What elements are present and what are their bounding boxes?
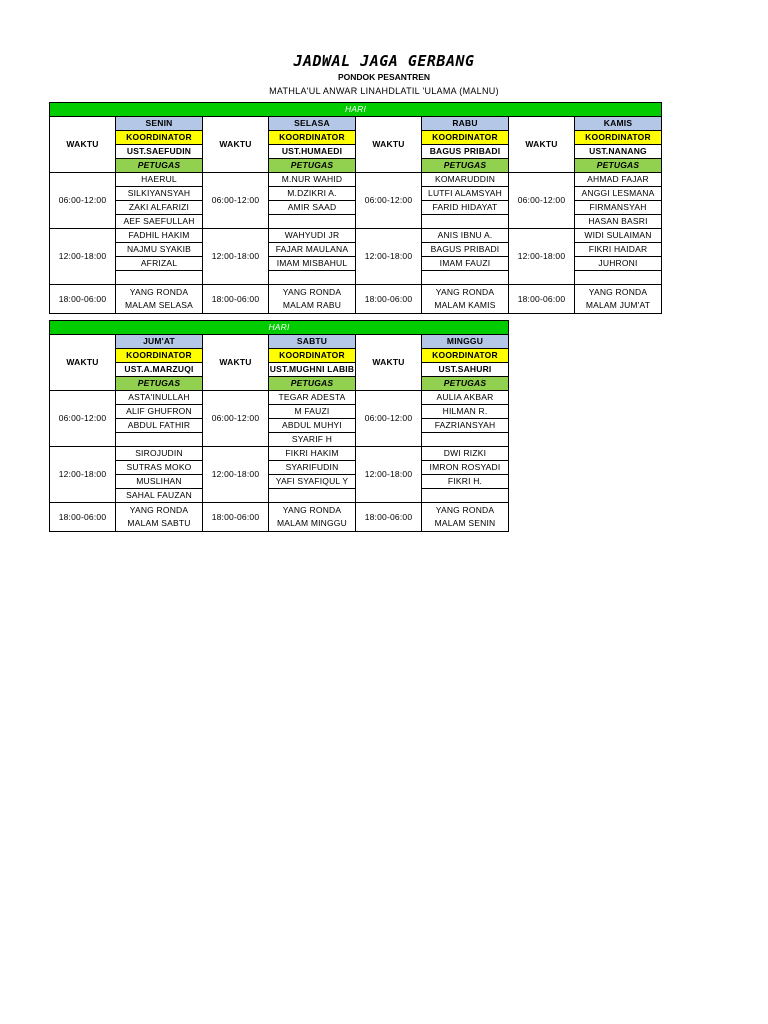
petugas-name: JUHRONI bbox=[575, 257, 662, 271]
petugas-name bbox=[422, 433, 509, 447]
shift-time: 12:00-18:00 bbox=[356, 447, 422, 503]
ronda-line: YANG RONDA bbox=[129, 287, 189, 297]
shift-time: 12:00-18:00 bbox=[203, 229, 269, 285]
petugas-name: IMRON ROSYADI bbox=[422, 461, 509, 475]
koordinator-label: KOORDINATOR bbox=[116, 131, 203, 145]
page-title: JADWAL JAGA GERBANG bbox=[293, 52, 475, 70]
petugas-name: M FAUZI bbox=[269, 405, 356, 419]
ronda-line: YANG RONDA bbox=[435, 505, 495, 515]
petugas-name: AMIR SAAD bbox=[269, 201, 356, 215]
shift-time: 06:00-12:00 bbox=[509, 173, 575, 229]
shift-time: 06:00-12:00 bbox=[356, 173, 422, 229]
petugas-name: ANIS IBNU A. bbox=[422, 229, 509, 243]
petugas-name: FIKRI HAKIM bbox=[269, 447, 356, 461]
petugas-name: FAJAR MAULANA bbox=[269, 243, 356, 257]
ronda-cell bbox=[269, 503, 356, 532]
petugas-name: AHMAD FAJAR bbox=[575, 173, 662, 187]
petugas-label: PETUGAS bbox=[116, 159, 203, 173]
petugas-name: SYARIFUDIN bbox=[269, 461, 356, 475]
day-name: SENIN bbox=[116, 117, 203, 131]
petugas-label-row bbox=[50, 377, 509, 391]
koordinator-label: KOORDINATOR bbox=[269, 131, 356, 145]
koordinator-label: KOORDINATOR bbox=[422, 349, 509, 363]
institution-fullname: MATHLA'UL ANWAR LINAHDLATIL 'ULAMA (MALNU) bbox=[269, 86, 499, 96]
petugas-name: ABDUL MUHYI bbox=[269, 419, 356, 433]
petugas-name: ALIF GHUFRON bbox=[116, 405, 203, 419]
day-name: MINGGU bbox=[422, 335, 509, 349]
petugas-label: PETUGAS bbox=[575, 159, 662, 173]
day-name: KAMIS bbox=[575, 117, 662, 131]
petugas-name: ABDUL FATHIR bbox=[116, 419, 203, 433]
petugas-name: FARID HIDAYAT bbox=[422, 201, 509, 215]
ronda-line: MALAM SELASA bbox=[124, 300, 194, 310]
petugas-name: M.NUR WAHID bbox=[269, 173, 356, 187]
petugas-name: WIDI SULAIMAN bbox=[575, 229, 662, 243]
waktu-header: WAKTU bbox=[509, 117, 575, 173]
shift-time: 12:00-18:00 bbox=[203, 447, 269, 503]
petugas-name: IMAM MISBAHUL bbox=[269, 257, 356, 271]
shift-time: 06:00-12:00 bbox=[203, 391, 269, 447]
ronda-line: YANG RONDA bbox=[282, 505, 342, 515]
shift-time: 12:00-18:00 bbox=[509, 229, 575, 285]
shift-row-siang bbox=[50, 229, 662, 243]
petugas-name: SAHAL FAUZAN bbox=[116, 489, 203, 503]
koordinator-name: BAGUS PRIBADI bbox=[422, 145, 509, 159]
shift-time: 18:00-06:00 bbox=[50, 285, 116, 314]
shift-row-pagi bbox=[50, 419, 509, 433]
petugas-label: PETUGAS bbox=[269, 159, 356, 173]
hari-header: HARI bbox=[50, 103, 662, 117]
ronda-cell bbox=[269, 285, 356, 314]
petugas-name: LUTFI ALAMSYAH bbox=[422, 187, 509, 201]
petugas-name: ASTA'INULLAH bbox=[116, 391, 203, 405]
ronda-cell bbox=[116, 503, 203, 532]
ronda-line: YANG RONDA bbox=[129, 505, 189, 515]
shift-row-pagi bbox=[50, 173, 662, 187]
koordinator-name-row bbox=[50, 363, 509, 377]
petugas-name: SUTRAS MOKO bbox=[116, 461, 203, 475]
petugas-name: ANGGI LESMANA bbox=[575, 187, 662, 201]
petugas-name: DWI RIZKI bbox=[422, 447, 509, 461]
waktu-header: WAKTU bbox=[356, 117, 422, 173]
shift-time: 18:00-06:00 bbox=[203, 285, 269, 314]
petugas-label: PETUGAS bbox=[422, 159, 509, 173]
petugas-name: WAHYUDI JR bbox=[269, 229, 356, 243]
petugas-name: FIRMANSYAH bbox=[575, 201, 662, 215]
petugas-name: HASAN BASRI bbox=[575, 215, 662, 229]
ronda-line: YANG RONDA bbox=[435, 287, 495, 297]
waktu-header: WAKTU bbox=[356, 335, 422, 391]
shift-time: 12:00-18:00 bbox=[356, 229, 422, 285]
day-name: SABTU bbox=[269, 335, 356, 349]
petugas-name: YAFI SYAFIQUL Y bbox=[269, 475, 356, 489]
petugas-name bbox=[116, 433, 203, 447]
shift-time: 18:00-06:00 bbox=[356, 285, 422, 314]
petugas-name: ZAKI ALFARIZI bbox=[116, 201, 203, 215]
ronda-cell bbox=[422, 503, 509, 532]
ronda-line: MALAM JUM'AT bbox=[585, 300, 651, 310]
institution-name: PONDOK PESANTREN bbox=[337, 72, 431, 82]
petugas-name: BAGUS PRIBADI bbox=[422, 243, 509, 257]
petugas-label: PETUGAS bbox=[422, 377, 509, 391]
koordinator-label: KOORDINATOR bbox=[575, 131, 662, 145]
day-name-row bbox=[50, 335, 509, 349]
shift-row-siang bbox=[50, 475, 509, 489]
shift-time: 18:00-06:00 bbox=[203, 503, 269, 532]
petugas-name bbox=[575, 271, 662, 285]
koordinator-name: UST.MUGHNI LABIB bbox=[269, 363, 356, 377]
ronda-cell bbox=[575, 285, 662, 314]
ronda-line: YANG RONDA bbox=[588, 287, 648, 297]
petugas-name: FIKRI H. bbox=[422, 475, 509, 489]
shift-time: 18:00-06:00 bbox=[356, 503, 422, 532]
petugas-name: AEF SAEFULLAH bbox=[116, 215, 203, 229]
koordinator-label: KOORDINATOR bbox=[269, 349, 356, 363]
ronda-line: MALAM MINGGU bbox=[277, 518, 347, 528]
shift-row-pagi bbox=[50, 405, 509, 419]
petugas-label: PETUGAS bbox=[116, 377, 203, 391]
shift-time: 12:00-18:00 bbox=[50, 447, 116, 503]
ronda-line: MALAM KAMIS bbox=[434, 300, 496, 310]
shift-time: 06:00-12:00 bbox=[356, 391, 422, 447]
ronda-row bbox=[50, 285, 662, 314]
koordinator-name: UST.HUMAEDI bbox=[269, 145, 356, 159]
petugas-name: M.DZIKRI A. bbox=[269, 187, 356, 201]
petugas-name bbox=[422, 271, 509, 285]
shift-time: 06:00-12:00 bbox=[50, 173, 116, 229]
koordinator-name: UST.A.MARZUQI bbox=[116, 363, 203, 377]
koordinator-label-row bbox=[50, 349, 509, 363]
koordinator-name: UST.NANANG bbox=[575, 145, 662, 159]
ronda-cell bbox=[422, 285, 509, 314]
petugas-name: FADHIL HAKIM bbox=[116, 229, 203, 243]
petugas-name: FIKRI HAIDAR bbox=[575, 243, 662, 257]
ronda-line: MALAM SENIN bbox=[434, 518, 496, 528]
day-name: SELASA bbox=[269, 117, 356, 131]
waktu-header: WAKTU bbox=[203, 335, 269, 391]
koordinator-label: KOORDINATOR bbox=[116, 349, 203, 363]
shift-row-siang bbox=[50, 489, 509, 503]
petugas-name bbox=[269, 489, 356, 503]
schedule-table-2 bbox=[49, 320, 509, 532]
day-name-row bbox=[50, 117, 662, 131]
waktu-header: WAKTU bbox=[50, 117, 116, 173]
petugas-name: AULIA AKBAR bbox=[422, 391, 509, 405]
koordinator-name: UST.SAHURI bbox=[422, 363, 509, 377]
petugas-name bbox=[269, 215, 356, 229]
petugas-name: NAJMU SYAKIB bbox=[116, 243, 203, 257]
shift-time: 06:00-12:00 bbox=[203, 173, 269, 229]
ronda-cell bbox=[116, 285, 203, 314]
schedule-table-1 bbox=[49, 102, 662, 314]
waktu-header: WAKTU bbox=[203, 117, 269, 173]
petugas-name: FAZRIANSYAH bbox=[422, 419, 509, 433]
waktu-header: WAKTU bbox=[50, 335, 116, 391]
petugas-name bbox=[422, 489, 509, 503]
shift-row-pagi bbox=[50, 391, 509, 405]
petugas-name bbox=[422, 215, 509, 229]
koordinator-label: KOORDINATOR bbox=[422, 131, 509, 145]
petugas-name: IMAM FAUZI bbox=[422, 257, 509, 271]
day-name: JUM'AT bbox=[116, 335, 203, 349]
petugas-name: KOMARUDDIN bbox=[422, 173, 509, 187]
ronda-line: YANG RONDA bbox=[282, 287, 342, 297]
petugas-name: HAERUL bbox=[116, 173, 203, 187]
hari-row bbox=[50, 321, 509, 335]
hari-header: HARI bbox=[50, 321, 509, 335]
ronda-row bbox=[50, 503, 509, 532]
day-name: RABU bbox=[422, 117, 509, 131]
shift-time: 18:00-06:00 bbox=[50, 503, 116, 532]
petugas-name: SIROJUDIN bbox=[116, 447, 203, 461]
petugas-name: AFRIZAL bbox=[116, 257, 203, 271]
ronda-line: MALAM RABU bbox=[282, 300, 342, 310]
petugas-name: SILKIYANSYAH bbox=[116, 187, 203, 201]
shift-row-siang bbox=[50, 461, 509, 475]
petugas-label: PETUGAS bbox=[269, 377, 356, 391]
koordinator-name: UST.SAEFUDIN bbox=[116, 145, 203, 159]
petugas-name: MUSLIHAN bbox=[116, 475, 203, 489]
ronda-line: MALAM SABTU bbox=[127, 518, 191, 528]
hari-row bbox=[50, 103, 662, 117]
petugas-name bbox=[269, 271, 356, 285]
petugas-name: HILMAN R. bbox=[422, 405, 509, 419]
shift-time: 18:00-06:00 bbox=[509, 285, 575, 314]
petugas-name: TEGAR ADESTA bbox=[269, 391, 356, 405]
shift-time: 12:00-18:00 bbox=[50, 229, 116, 285]
shift-row-pagi bbox=[50, 433, 509, 447]
petugas-name: SYARIF H bbox=[269, 433, 356, 447]
shift-row-siang bbox=[50, 447, 509, 461]
petugas-name bbox=[116, 271, 203, 285]
shift-time: 06:00-12:00 bbox=[50, 391, 116, 447]
